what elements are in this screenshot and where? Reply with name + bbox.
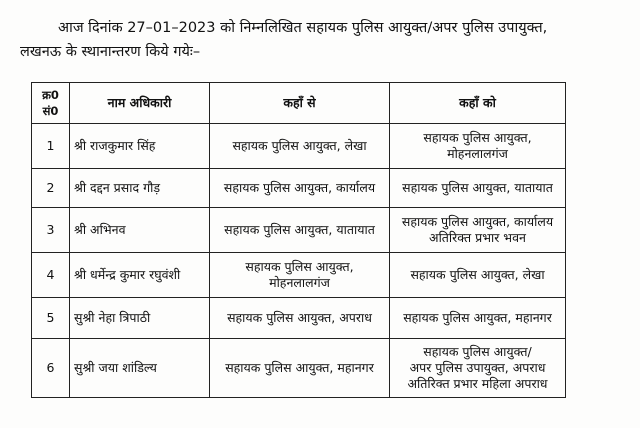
cell-from-line: सहायक पुलिस आयुक्त, महानगर bbox=[225, 360, 374, 375]
cell-to-line: अतिरिक्त प्रभार भवन bbox=[429, 230, 526, 245]
cell-to bbox=[390, 253, 566, 298]
cell-serial: 3 bbox=[32, 208, 70, 253]
table-header-row bbox=[32, 83, 566, 124]
cell-from bbox=[210, 339, 390, 398]
header-serial bbox=[32, 83, 70, 124]
cell-to-line: सहायक पुलिस आयुक्त/ bbox=[423, 344, 532, 359]
header-serial-line-2: सं0 bbox=[42, 104, 59, 118]
cell-to bbox=[390, 124, 566, 169]
cell-from-line: सहायक पुलिस आयुक्त, अपराध bbox=[227, 310, 372, 325]
intro-line-2: लखनऊ के स्थानान्तरण किये गयेः– bbox=[20, 44, 201, 60]
cell-serial: 2 bbox=[32, 169, 70, 208]
cell-officer-name: सुश्री जया शांडिल्य bbox=[70, 339, 210, 398]
table-row bbox=[32, 169, 566, 208]
cell-to bbox=[390, 208, 566, 253]
header-officer-name: नाम अधिकारी bbox=[70, 83, 210, 124]
cell-from bbox=[210, 253, 390, 298]
header-serial-line-1: क्र0 bbox=[42, 88, 59, 102]
cell-from bbox=[210, 124, 390, 169]
cell-to-line: सहायक पुलिस आयुक्त, महानगर bbox=[403, 310, 552, 325]
cell-serial: 1 bbox=[32, 124, 70, 169]
cell-from-line: मोहनलालगंज bbox=[269, 275, 330, 290]
cell-from bbox=[210, 208, 390, 253]
intro-paragraph bbox=[20, 16, 632, 64]
cell-serial: 4 bbox=[32, 253, 70, 298]
cell-to bbox=[390, 169, 566, 208]
cell-from bbox=[210, 298, 390, 339]
cell-officer-name: श्री दद्दन प्रसाद गौड़ bbox=[70, 169, 210, 208]
cell-serial: 6 bbox=[32, 339, 70, 398]
cell-serial: 5 bbox=[32, 298, 70, 339]
cell-to bbox=[390, 339, 566, 398]
cell-to-line: सहायक पुलिस आयुक्त, bbox=[423, 130, 532, 145]
cell-to-line: सहायक पुलिस आयुक्त, यातायात bbox=[402, 180, 553, 195]
transfer-table bbox=[31, 82, 566, 398]
cell-to-line: सहायक पुलिस आयुक्त, लेखा bbox=[410, 267, 545, 282]
cell-to-line: मोहनलालगंज bbox=[447, 146, 508, 161]
cell-from-line: सहायक पुलिस आयुक्त, लेखा bbox=[232, 138, 367, 153]
cell-officer-name: श्री राजकुमार सिंह bbox=[70, 124, 210, 169]
intro-line-1: आज दिनांक 27–01–2023 को निम्नलिखित सहायक पुलिस आयुक्त/अपर पुलिस उपायुक्त, bbox=[58, 20, 548, 36]
table-row bbox=[32, 298, 566, 339]
table-row bbox=[32, 208, 566, 253]
cell-officer-name: सुश्री नेहा त्रिपाठी bbox=[70, 298, 210, 339]
cell-officer-name: श्री अभिनव bbox=[70, 208, 210, 253]
cell-officer-name: श्री धर्मेन्द्र कुमार रघुवंशी bbox=[70, 253, 210, 298]
cell-to-line: अपर पुलिस उपायुक्त, अपराध bbox=[409, 360, 546, 375]
cell-to-line: सहायक पुलिस आयुक्त, कार्यालय bbox=[401, 214, 554, 229]
cell-from-line: सहायक पुलिस आयुक्त, bbox=[245, 259, 354, 274]
cell-to bbox=[390, 298, 566, 339]
cell-from bbox=[210, 169, 390, 208]
header-to: कहाँ को bbox=[390, 83, 566, 124]
cell-to-line: अतिरिक्त प्रभार महिला अपराध bbox=[407, 376, 548, 391]
header-from: कहाँ से bbox=[210, 83, 390, 124]
table-row bbox=[32, 253, 566, 298]
table-row bbox=[32, 339, 566, 398]
cell-from-line: सहायक पुलिस आयुक्त, यातायात bbox=[224, 222, 375, 237]
table-row bbox=[32, 124, 566, 169]
cell-from-line: सहायक पुलिस आयुक्त, कार्यालय bbox=[223, 180, 376, 195]
